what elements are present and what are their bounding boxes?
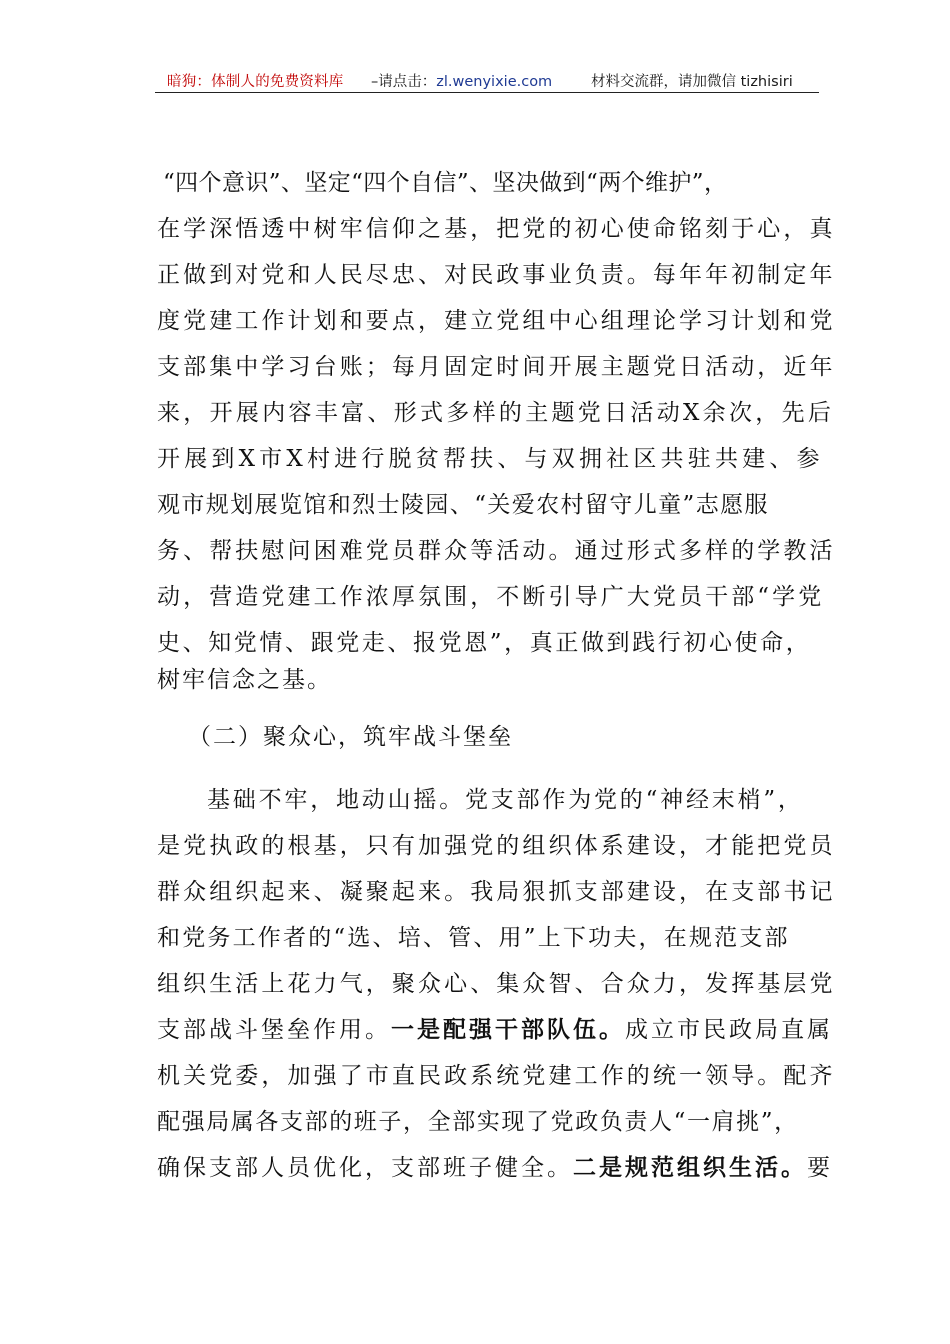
- body-line: 是党执政的根基，只有加强党的组织体系建设，才能把党员: [157, 833, 836, 859]
- body-line: 机关党委，加强了市直民政系统党建工作的统一领导。配齐: [157, 1063, 836, 1089]
- body-line: 组织生活上花力气，聚众心、集众智、合众力，发挥基层党: [157, 971, 836, 997]
- section-heading: （二）聚众心，筑牢战斗堡垒: [188, 724, 513, 750]
- body-line: [157, 1010, 833, 1050]
- page-header: [155, 66, 819, 93]
- header-url-link[interactable]: zl.wenyixie.com: [436, 74, 553, 90]
- header-wechat-info: 材料交流群，请加微信 tizhisiri: [591, 74, 793, 90]
- body-line: 配强局属各支部的班子，全部实现了党政负责人“一肩挑”，: [157, 1109, 799, 1135]
- body-line: 务、帮扶慰问困难党员群众等活动。通过形式多样的学教活: [157, 538, 836, 564]
- body-line: 在学深悟透中树牢信仰之基，把党的初心使命铭刻于心，真: [157, 216, 836, 242]
- body-line: 正做到对党和人民尽忠、对民政事业负责。每年年初制定年: [157, 262, 836, 288]
- header-click-prompt: [371, 70, 552, 91]
- line-text: 成立市民政局直属: [625, 1017, 833, 1043]
- bold-point-two: 二是规范组织生活。: [573, 1154, 807, 1181]
- body-line: 和党务工作者的“选、培、管、用”上下功夫，在规范支部: [157, 925, 790, 951]
- body-line: 动，营造党建工作浓厚氛围，不断引导广大党员干部“学党: [157, 584, 825, 610]
- header-click-label: –请点击：: [371, 74, 437, 90]
- line-text: 确保支部人员优化，支部班子健全。: [157, 1155, 573, 1181]
- body-line: 群众组织起来、凝聚起来。我局狠抓支部建设，在支部书记: [157, 879, 836, 905]
- body-line: 开展到X市X村进行脱贫帮扶、与双拥社区共驻共建、参: [157, 446, 824, 472]
- body-line: 史、知党情、跟党走、报党恩”，真正做到践行初心使命，: [157, 630, 812, 656]
- line-text: 要: [807, 1155, 833, 1181]
- body-line: 来，开展内容丰富、形式多样的主题党日活动X余次，先后: [157, 400, 835, 426]
- bold-point-one: 一是配强干部队伍。: [391, 1016, 625, 1043]
- body-line: 支部集中学习台账；每月固定时间开展主题党日活动，近年: [157, 354, 836, 380]
- body-line: 观市规划展览馆和烈士陵园、“关爱农村留守儿童”志愿服: [157, 492, 769, 518]
- body-line: 基础不牢，地动山摇。党支部作为党的“神经末梢”，: [207, 787, 804, 813]
- body-line: “四个意识”、坚定“四个自信”、坚决做到“两个维护”，: [163, 170, 728, 196]
- line-text: 支部战斗堡垒作用。: [157, 1017, 391, 1043]
- header-site-name: 暗狗：体制人的免费资料库: [167, 74, 344, 90]
- body-line: 度党建工作计划和要点，建立党组中心组理论学习计划和党: [157, 308, 836, 334]
- body-line: [157, 1148, 833, 1188]
- body-line: 树牢信念之基。: [157, 667, 332, 693]
